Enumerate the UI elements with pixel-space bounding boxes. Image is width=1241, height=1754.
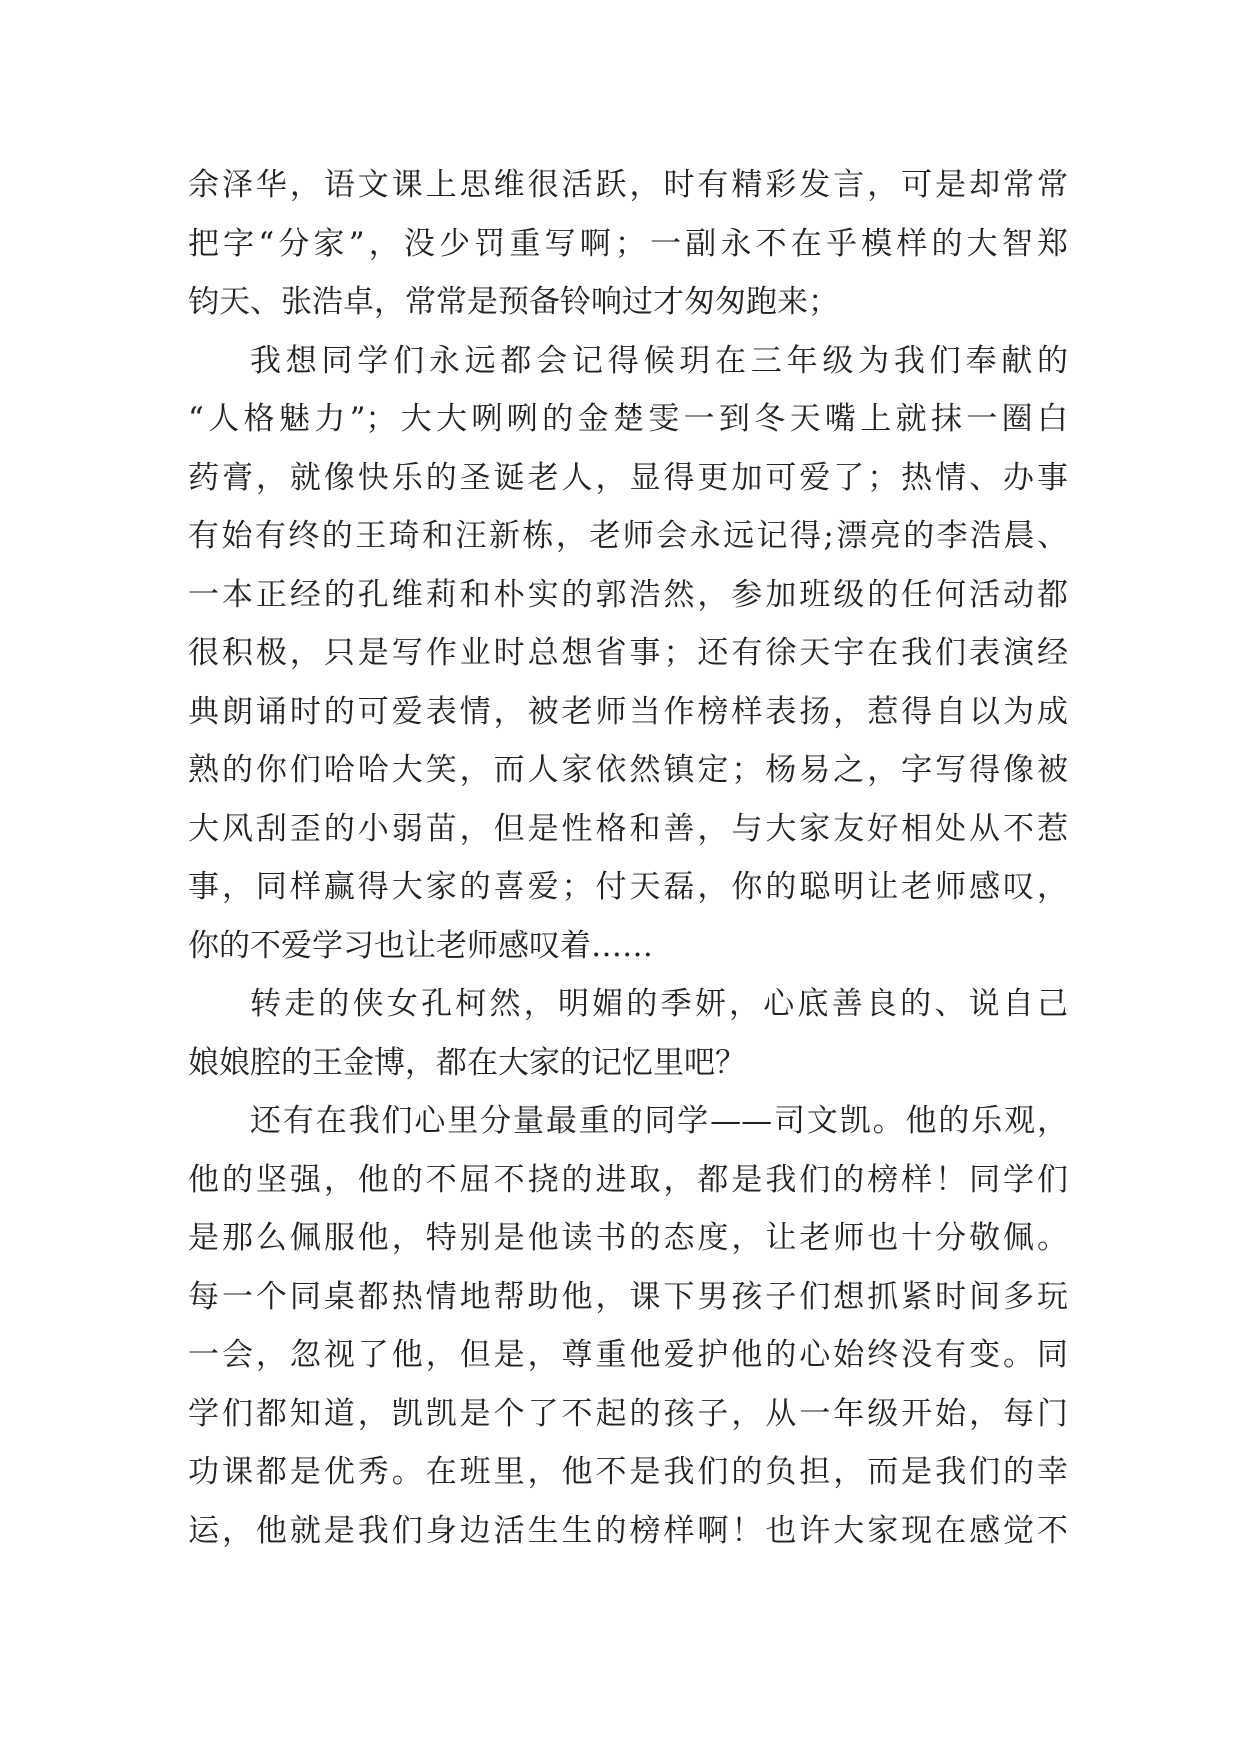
body-text xyxy=(188,156,1068,1560)
text-line: 一会，忽视了他，但是，尊重他爱护他的心始终没有变。同 xyxy=(188,1337,1068,1373)
text-line: 你的不爱学习也让老师感叹着…… xyxy=(188,927,653,964)
text-line: 药膏，就像快乐的圣诞老人，显得更加可爱了；热情、办事 xyxy=(188,459,1068,496)
text-line: 每一个同桌都热情地帮助他，课下男孩子们想抓紧时间多玩 xyxy=(188,1278,1068,1315)
text-line: 一本正经的孔维莉和朴实的郭浩然，参加班级的任何活动都 xyxy=(188,576,1068,613)
text-line: 把字“分家”，没少罚重写啊；一副永不在乎模样的大智郑 xyxy=(188,225,1068,262)
text-line: 很积极，只是写作业时总想省事；还有徐天宇在我们表演经 xyxy=(188,635,1068,671)
paragraph-first-line: 我想同学们永远都会记得候玥在三年级为我们奉献的 xyxy=(250,342,1068,379)
text-line: 运，他就是我们身边活生生的榜样啊！也许大家现在感觉不 xyxy=(188,1512,1068,1549)
text-line: 典朗诵时的可爱表情，被老师当作榜样表扬，惹得自以为成 xyxy=(188,693,1068,730)
text-line: 事，同样赢得大家的喜爱；付天磊，你的聪明让老师感叹， xyxy=(188,869,1068,905)
text-line: 有始有终的王琦和汪新栋，老师会永远记得;漂亮的李浩晨、 xyxy=(188,518,1068,554)
text-line: 功课都是优秀。在班里，他不是我们的负担，而是我们的幸 xyxy=(188,1454,1068,1490)
text-line: 娘娘腔的王金博，都在大家的记忆里吧？ xyxy=(188,1044,746,1081)
paragraph-first-line: 转走的侠女孔柯然，明媚的季妍，心底善良的、说自己 xyxy=(250,986,1068,1022)
text-line: 大风刮歪的小弱苗，但是性格和善，与大家友好相处从不惹 xyxy=(188,810,1068,847)
paragraph-first-line: 还有在我们心里分量最重的同学——司文凯。他的乐观， xyxy=(250,1103,1068,1139)
text-line: 学们都知道，凯凯是个了不起的孩子，从一年级开始，每门 xyxy=(188,1395,1068,1432)
text-line: 钧天、张浩卓，常常是预备铃响过才匆匆跑来； xyxy=(188,284,839,320)
text-line: 熟的你们哈哈大笑，而人家依然镇定；杨易之，字写得像被 xyxy=(188,752,1068,788)
text-line: 他的坚强，他的不屈不挠的进取，都是我们的榜样！同学们 xyxy=(188,1161,1068,1198)
text-line: “人格魅力”；大大咧咧的金楚雯一到冬天嘴上就抹一圈白 xyxy=(188,401,1068,437)
text-line: 余泽华，语文课上思维很活跃，时有精彩发言，可是却常常 xyxy=(188,167,1068,203)
text-line: 是那么佩服他，特别是他读书的态度，让老师也十分敬佩。 xyxy=(188,1220,1068,1256)
